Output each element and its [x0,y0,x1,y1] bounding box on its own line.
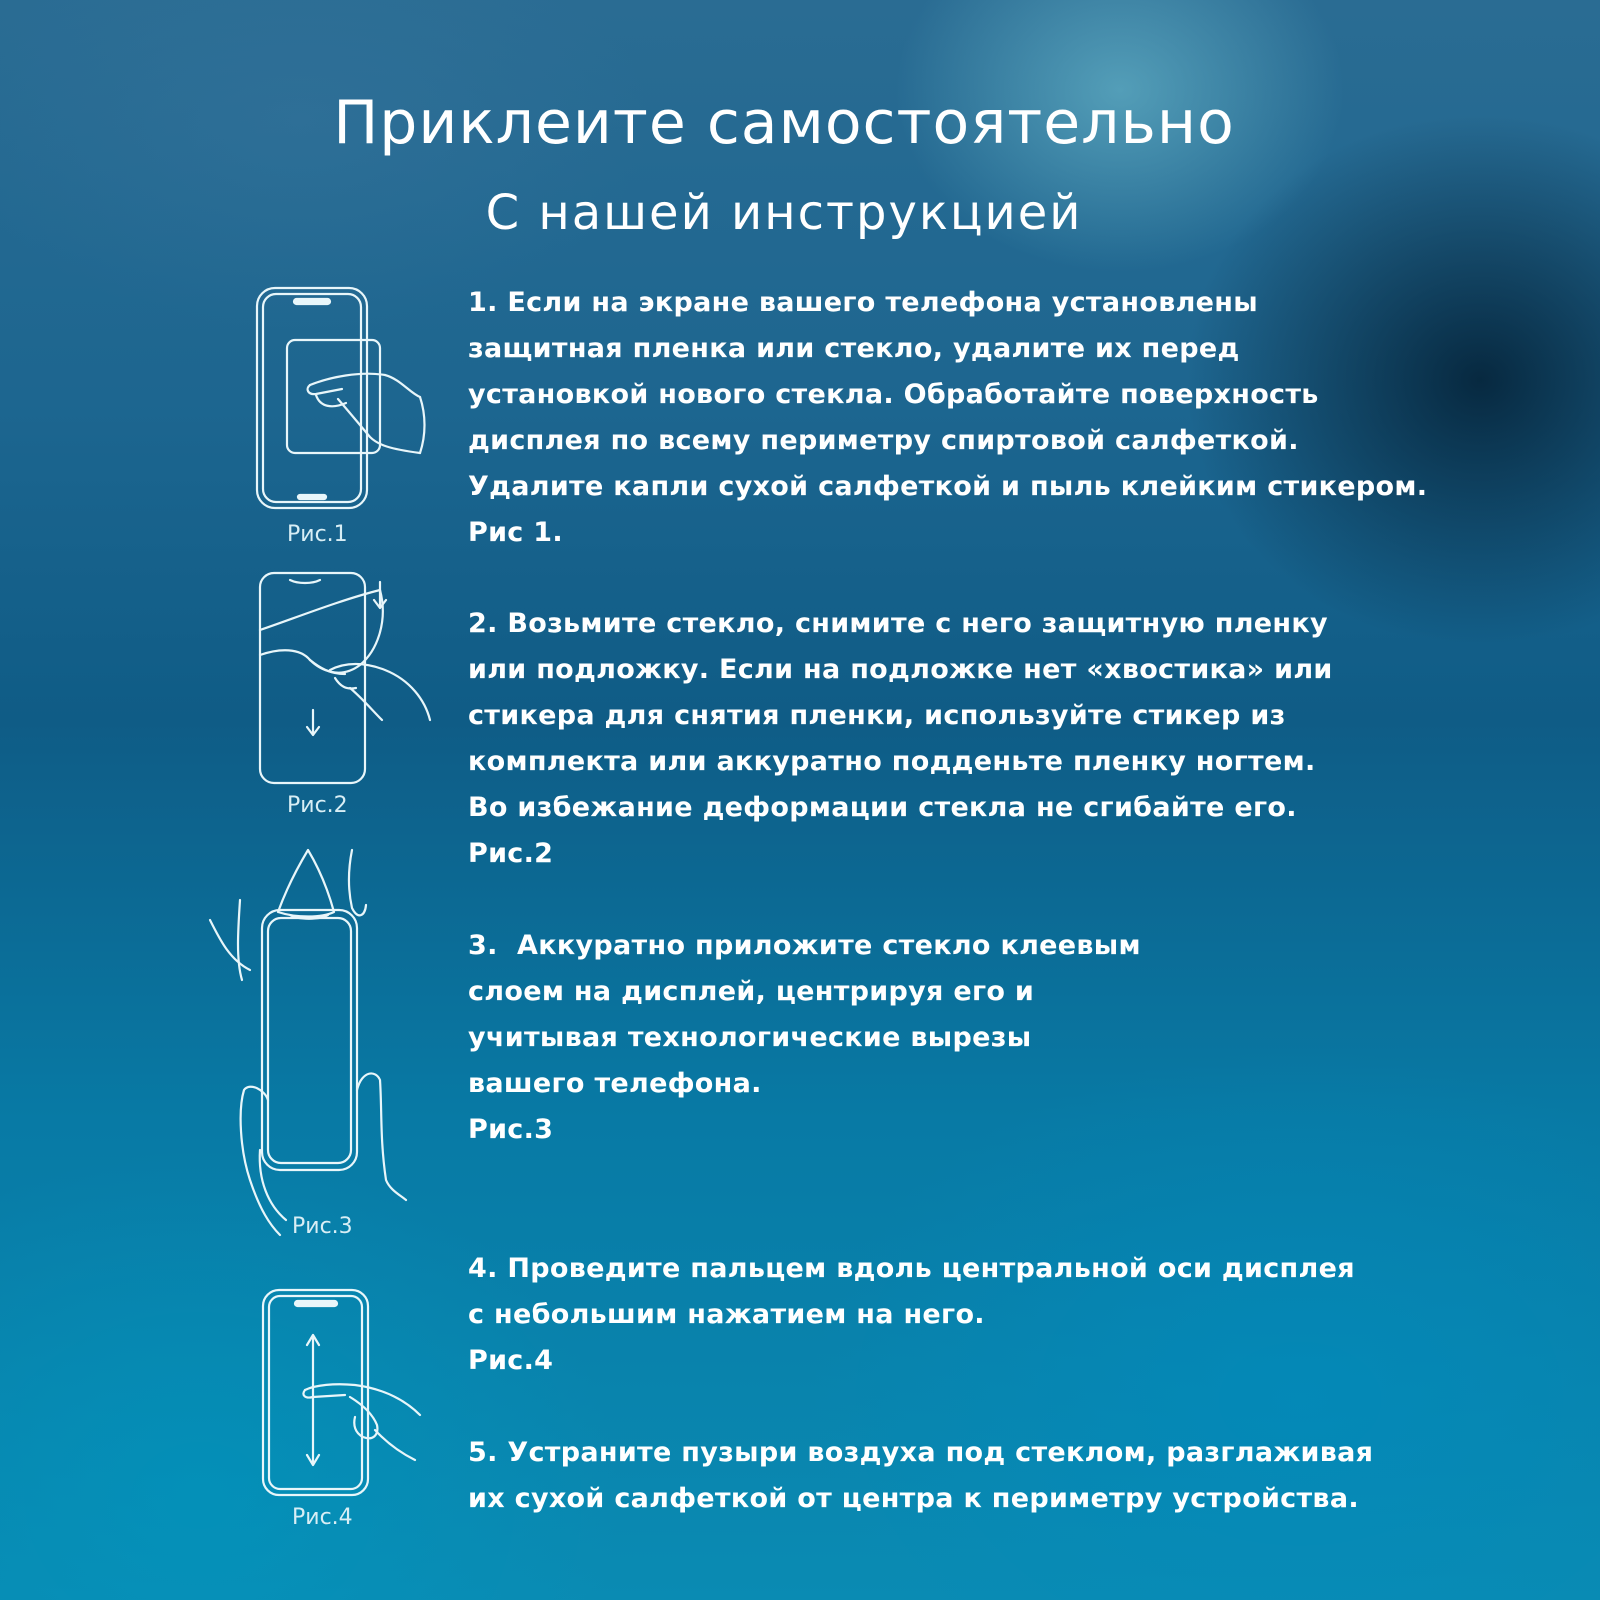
step-3-line: 3. Аккуратно приложите стекло клеевым [468,930,1141,961]
page-title [0,88,1600,158]
step-1-line: 1. Если на экране вашего телефона установлены [468,287,1258,318]
figure-4-label: Рис.4 [292,1505,353,1530]
step-2-figure-ref: Рис.2 [468,838,554,869]
step-5-line: их сухой салфеткой от центра к периметру устройства. [468,1483,1359,1514]
step-3-line: вашего телефона. [468,1068,762,1099]
step-3-figure-ref: Рис.3 [468,1114,554,1145]
step-3-line: учитывая технологические вырезы [468,1022,1032,1053]
phone-swipe-icon [255,1285,425,1500]
step-1-line: дисплея по всему периметру спиртовой салфеткой. [468,425,1299,456]
step-3-line: слоем на дисплей, центрируя его и [468,976,1035,1007]
step-2 [468,601,1468,877]
step-1 [468,280,1468,556]
page-subtitle-text: С нашей инструкцией [485,185,1083,241]
figure-2-label: Рис.2 [287,793,348,818]
page-title-text: Приклеите самостоятельно [333,88,1235,158]
step-2-line: комплекта или аккуратно подденьте пленку ногтем. [468,746,1316,777]
step-4-line: 4. Проведите пальцем вдоль центральной оси дисплея [468,1253,1355,1284]
figure-1-label: Рис.1 [287,522,348,547]
step-1-line: защитная пленка или стекло, удалите их перед [468,333,1240,364]
step-1-figure-ref: Рис 1. [468,517,563,548]
step-2-line: 2. Возьмите стекло, снимите с него защитную пленку [468,608,1328,639]
step-2-line: Во избежание деформации стекла не сгибайте его. [468,792,1297,823]
step-5-line: 5. Устраните пузыри воздуха под стеклом, разглаживая [468,1437,1374,1468]
phone-peel-film-icon [250,570,440,790]
step-2-line: или подложку. Если на подложке нет «хвостика» или [468,654,1333,685]
step-3 [468,923,1468,1153]
step-1-line: установкой нового стекла. Обработайте поверхность [468,379,1319,410]
step-5 [468,1430,1468,1522]
step-2-line: стикера для снятия пленки, используйте стикер из [468,700,1286,731]
step-4-figure-ref: Рис.4 [468,1345,554,1376]
step-4 [468,1246,1468,1384]
step-4-line: с небольшим нажатием на него. [468,1299,985,1330]
phone-apply-glass-icon [210,850,420,1240]
step-1-line: Удалите капли сухой салфеткой и пыль клейким стикером. [468,471,1428,502]
phone-wipe-icon [250,285,430,515]
figure-3-label: Рис.3 [292,1214,353,1239]
page-subtitle [0,185,1600,241]
